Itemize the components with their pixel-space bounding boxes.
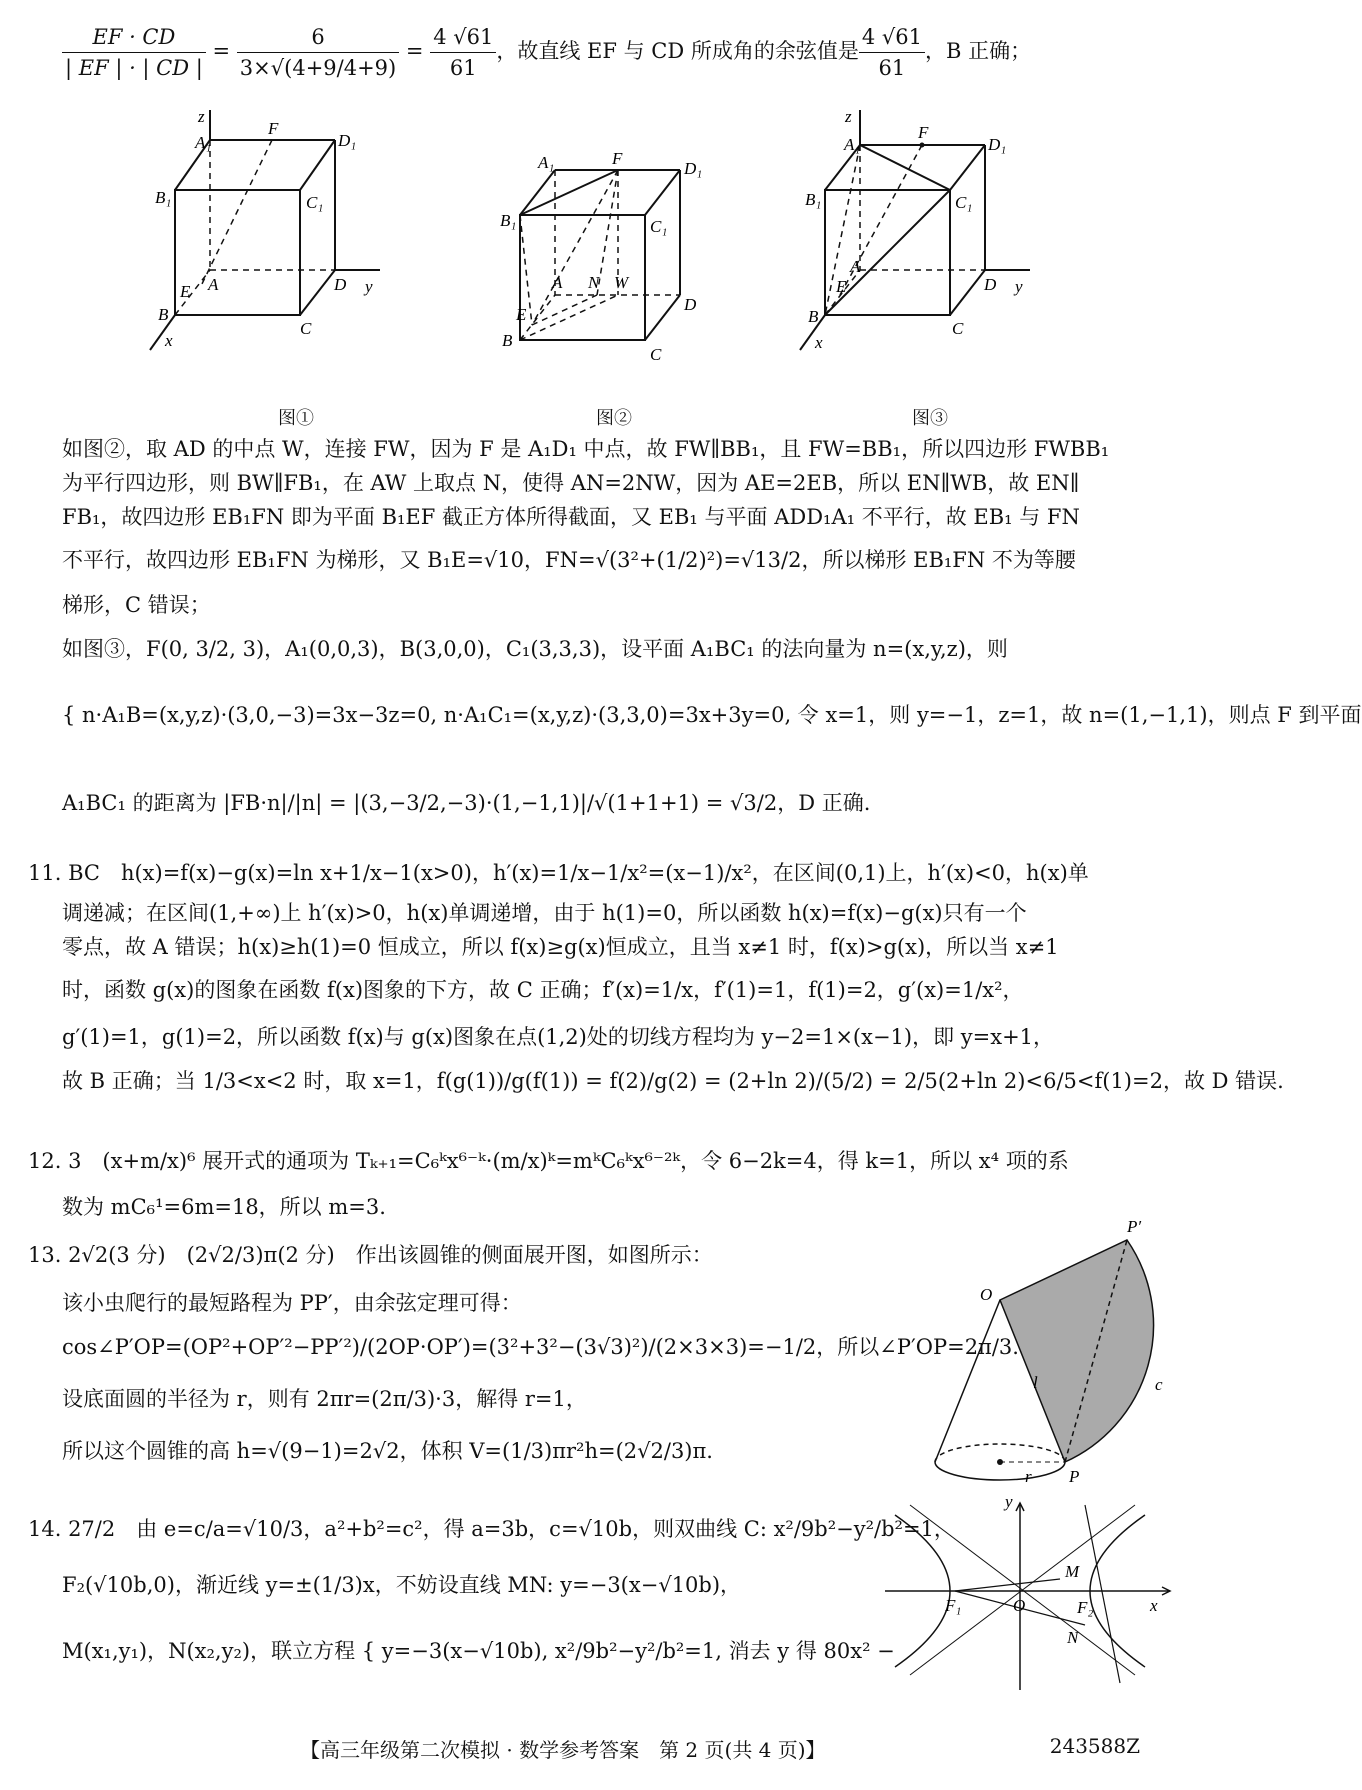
svg-text:E: E [180,282,191,301]
svg-text:l: l [1033,1373,1038,1392]
para-2: FB₁，故四边形 EB₁FN 即为平面 B₁EF 截正方体所得截面，又 EB₁ 与平面 ADD₁A₁ 不平行，故 EB₁ 与 FN [62,505,1080,529]
svg-text:W: W [614,273,629,292]
svg-text:A₁: A₁ [844,135,861,154]
svg-text:A: A [850,257,861,276]
formula-lhs: $\frac{EF \cdot CD}{| EF | \cdot | CD |}$ [62,22,206,83]
svg-text:B₁: B₁ [500,211,517,230]
para-20: 所以这个圆锥的高 h=√(9−1)=2√2，体积 V=(1/3)πr²h=(2√2/3)π. [62,1439,713,1463]
para-12: g′(1)=1，g(1)=2，所以函数 f(x)与 g(x)图象在点(1,2)处的切线方程均为 y−2=1×(x−1)，即 y=x+1， [62,1025,1055,1049]
para-11: 时，函数 g(x)的图象在函数 f(x)图象的下方，故 C 正确；f′(x)=1/x，f′(1)=1，f(1)=2，g′(x)=1/x²， [62,978,1024,1002]
cube-figure-2 [500,149,730,400]
para-8: 11. BC h(x)=f(x)−g(x)=ln x+1/x−1(x>0)，h′(x)=1/x−1/x²=(x−1)/x²，在区间(0,1)上，h′(x)<0，h(x)单 [28,861,1089,885]
svg-text:A₁: A₁ [195,133,212,152]
svg-text:D: D [984,275,997,294]
cone-unfolding-figure [915,1210,1185,1500]
para-16: 13. 2√2(3 分) (2√2/3)π(2 分) 作出该圆锥的侧面展开图，如图所示： [28,1243,713,1267]
svg-text:x: x [815,333,823,352]
svg-text:D₁: D₁ [338,131,357,150]
svg-text:r: r [1025,1467,1032,1486]
para-4: 梯形，C 错误； [62,593,211,617]
svg-text:y: y [1005,1492,1013,1511]
top-formula: $\frac{EF \cdot CD}{| EF | \cdot | CD |}$ = $\frac{6}{3\times√(4+9/4+9)}$ = $\frac{4 √61}{61}$ ，故直线 EF 与 CD 所成角的余弦值是 $\frac{4 √61}{61}$ ，B 正确； [62,22,1170,82]
para-7: A₁BC₁ 的距离为 |FB·n|/|n| = |(3,−3/2,−3)·(1,−1,1)|/√(1+1+1) = √3/2，D 正确. [62,791,871,815]
svg-text:B: B [502,331,513,350]
fig3-caption: 图③ [912,408,948,429]
svg-text:M: M [1065,1562,1080,1581]
svg-text:y: y [365,277,373,296]
svg-text:C₁: C₁ [650,217,668,236]
svg-text:C: C [952,319,964,338]
para-22: F₂(√10b,0)，渐近线 y=±(1/3)x，不妨设直线 MN: y=−3(x−√10b)， [62,1573,742,1597]
para-18: cos∠P′OP=(OP²+OP′²−PP′²)/(2OP·OP′)=(3²+3²−(3√3)²)/(2×3×3)=−1/2，所以∠P′OP=2π/3. [62,1335,1019,1359]
formula-rhs: $\frac{4 √61}{61}$ [430,22,496,83]
svg-text:c: c [1155,1375,1163,1394]
svg-text:D: D [334,275,347,294]
svg-text:D₁: D₁ [988,135,1007,154]
cube-figure-1 [150,107,450,410]
para-1: 为平行四边形，则 BW∥FB₁，在 AW 上取点 N，使得 AN=2NW，因为 AE=2EB，所以 EN∥WB，故 EN∥ [62,471,1080,495]
svg-text:O: O [980,1285,993,1304]
para-21: 14. 27/2 由 e=c/a=√10/3，a²+b²=c²，得 a=3b，c=√10b，则双曲线 C: x²/9b²−y²/b²=1， [28,1517,955,1541]
para-10: 零点，故 A 错误；h(x)≥h(1)=0 恒成立，所以 f(x)≥g(x)恒成立，且当 x≠1 时，f(x)>g(x)，所以当 x≠1 [62,935,1059,959]
svg-text:z: z [198,107,205,126]
svg-text:B: B [158,305,169,324]
svg-text:D: D [684,295,697,314]
para-23: M(x₁,y₁)，N(x₂,y₂)，联立方程 { y=−3(x−√10b), x²/9b²−y²/b²=1, 消去 y 得 80x² − [62,1639,895,1663]
svg-text:B: B [808,307,819,326]
cube-figure-3 [800,107,1080,400]
para-3: 不平行，故四边形 EB₁FN 为梯形，又 B₁E=√10，FN=√(3²+(1/2)²)=√13/2，所以梯形 EB₁FN 不为等腰 [62,548,1076,572]
svg-text:A: A [208,275,219,294]
footer-code: 243588Z [1049,1734,1140,1758]
svg-text:z: z [845,107,852,126]
svg-text:F: F [918,123,929,142]
svg-text:B₁: B₁ [805,190,822,209]
svg-text:F₁: F₁ [945,1596,962,1615]
formula-value: $\frac{4 √61}{61}$ [859,22,925,83]
svg-text:C₁: C₁ [955,193,973,212]
svg-text:F: F [612,149,623,168]
para-6: { n·A₁B=(x,y,z)·(3,0,−3)=3x−3z=0, n·A₁C₁=(x,y,z)·(3,3,0)=3x+3y=0, 令 x=1，则 y=−1，z=1，故 n=(1,−1,1)，则点 F 到平面 [62,703,1362,727]
svg-text:E: E [836,277,847,296]
svg-text:N: N [588,273,600,292]
svg-text:D₁: D₁ [684,159,703,178]
para-5: 如图③，F(0, 3/2, 3)，A₁(0,0,3)，B(3,0,0)，C₁(3,3,3)，设平面 A₁BC₁ 的法向量为 n=(x,y,z)，则 [62,637,1008,661]
footer-title: 【高三年级第二次模拟 · 数学参考答案 第 2 页(共 4 页)】 [300,1738,826,1762]
svg-text:F: F [268,119,279,138]
svg-text:C₁: C₁ [306,193,324,212]
para-15: 数为 mC₆¹=6m=18，所以 m=3. [62,1195,386,1219]
svg-text:B₁: B₁ [155,188,172,207]
hyperbola-figure [885,1492,1175,1695]
para-13: 故 B 正确；当 1/3<x<2 时，取 x=1，f(g(1))/g(f(1)) = f(2)/g(2) = (2+ln 2)/(5/2) = 2/5(2+ln 2)<6/5<f(1)=2，故 D 错误. [62,1069,1284,1093]
svg-text:A₁: A₁ [538,153,555,172]
svg-text:x: x [1150,1596,1158,1615]
svg-text:A: A [552,273,563,292]
svg-text:F₂: F₂ [1077,1598,1094,1617]
fig1-caption: 图① [278,408,314,429]
svg-text:P: P [1069,1467,1080,1486]
formula-mid: $\frac{6}{3\times√(4+9/4+9)}$ [237,22,399,83]
svg-text:x: x [165,331,173,350]
svg-text:O: O [1013,1596,1026,1615]
svg-text:C: C [650,345,662,364]
para-0: 如图②，取 AD 的中点 W，连接 FW，因为 F 是 A₁D₁ 中点，故 FW∥BB₁，且 FW=BB₁，所以四边形 FWBB₁ [62,437,1110,461]
svg-text:P′: P′ [1127,1217,1142,1236]
svg-text:y: y [1015,277,1023,296]
para-14: 12. 3 (x+m/x)⁶ 展开式的通项为 Tₖ₊₁=C₆ᵏx⁶⁻ᵏ·(m/x)ᵏ=mᵏC₆ᵏx⁶⁻²ᵏ，令 6−2k=4，得 k=1，所以 x⁴ 项的系 [28,1149,1069,1173]
svg-text:N: N [1067,1628,1079,1647]
para-19: 设底面圆的半径为 r，则有 2πr=(2π/3)·3，解得 r=1， [62,1387,587,1411]
para-17: 该小虫爬行的最短路程为 PP′，由余弦定理可得： [62,1291,522,1315]
svg-text:C: C [300,319,312,338]
fig2-caption: 图② [596,408,632,429]
para-9: 调递减；在区间(1,+∞)上 h′(x)>0，h(x)单调递增，由于 h(1)=0，所以函数 h(x)=f(x)−g(x)只有一个 [62,901,1027,925]
svg-text:E: E [516,305,527,324]
